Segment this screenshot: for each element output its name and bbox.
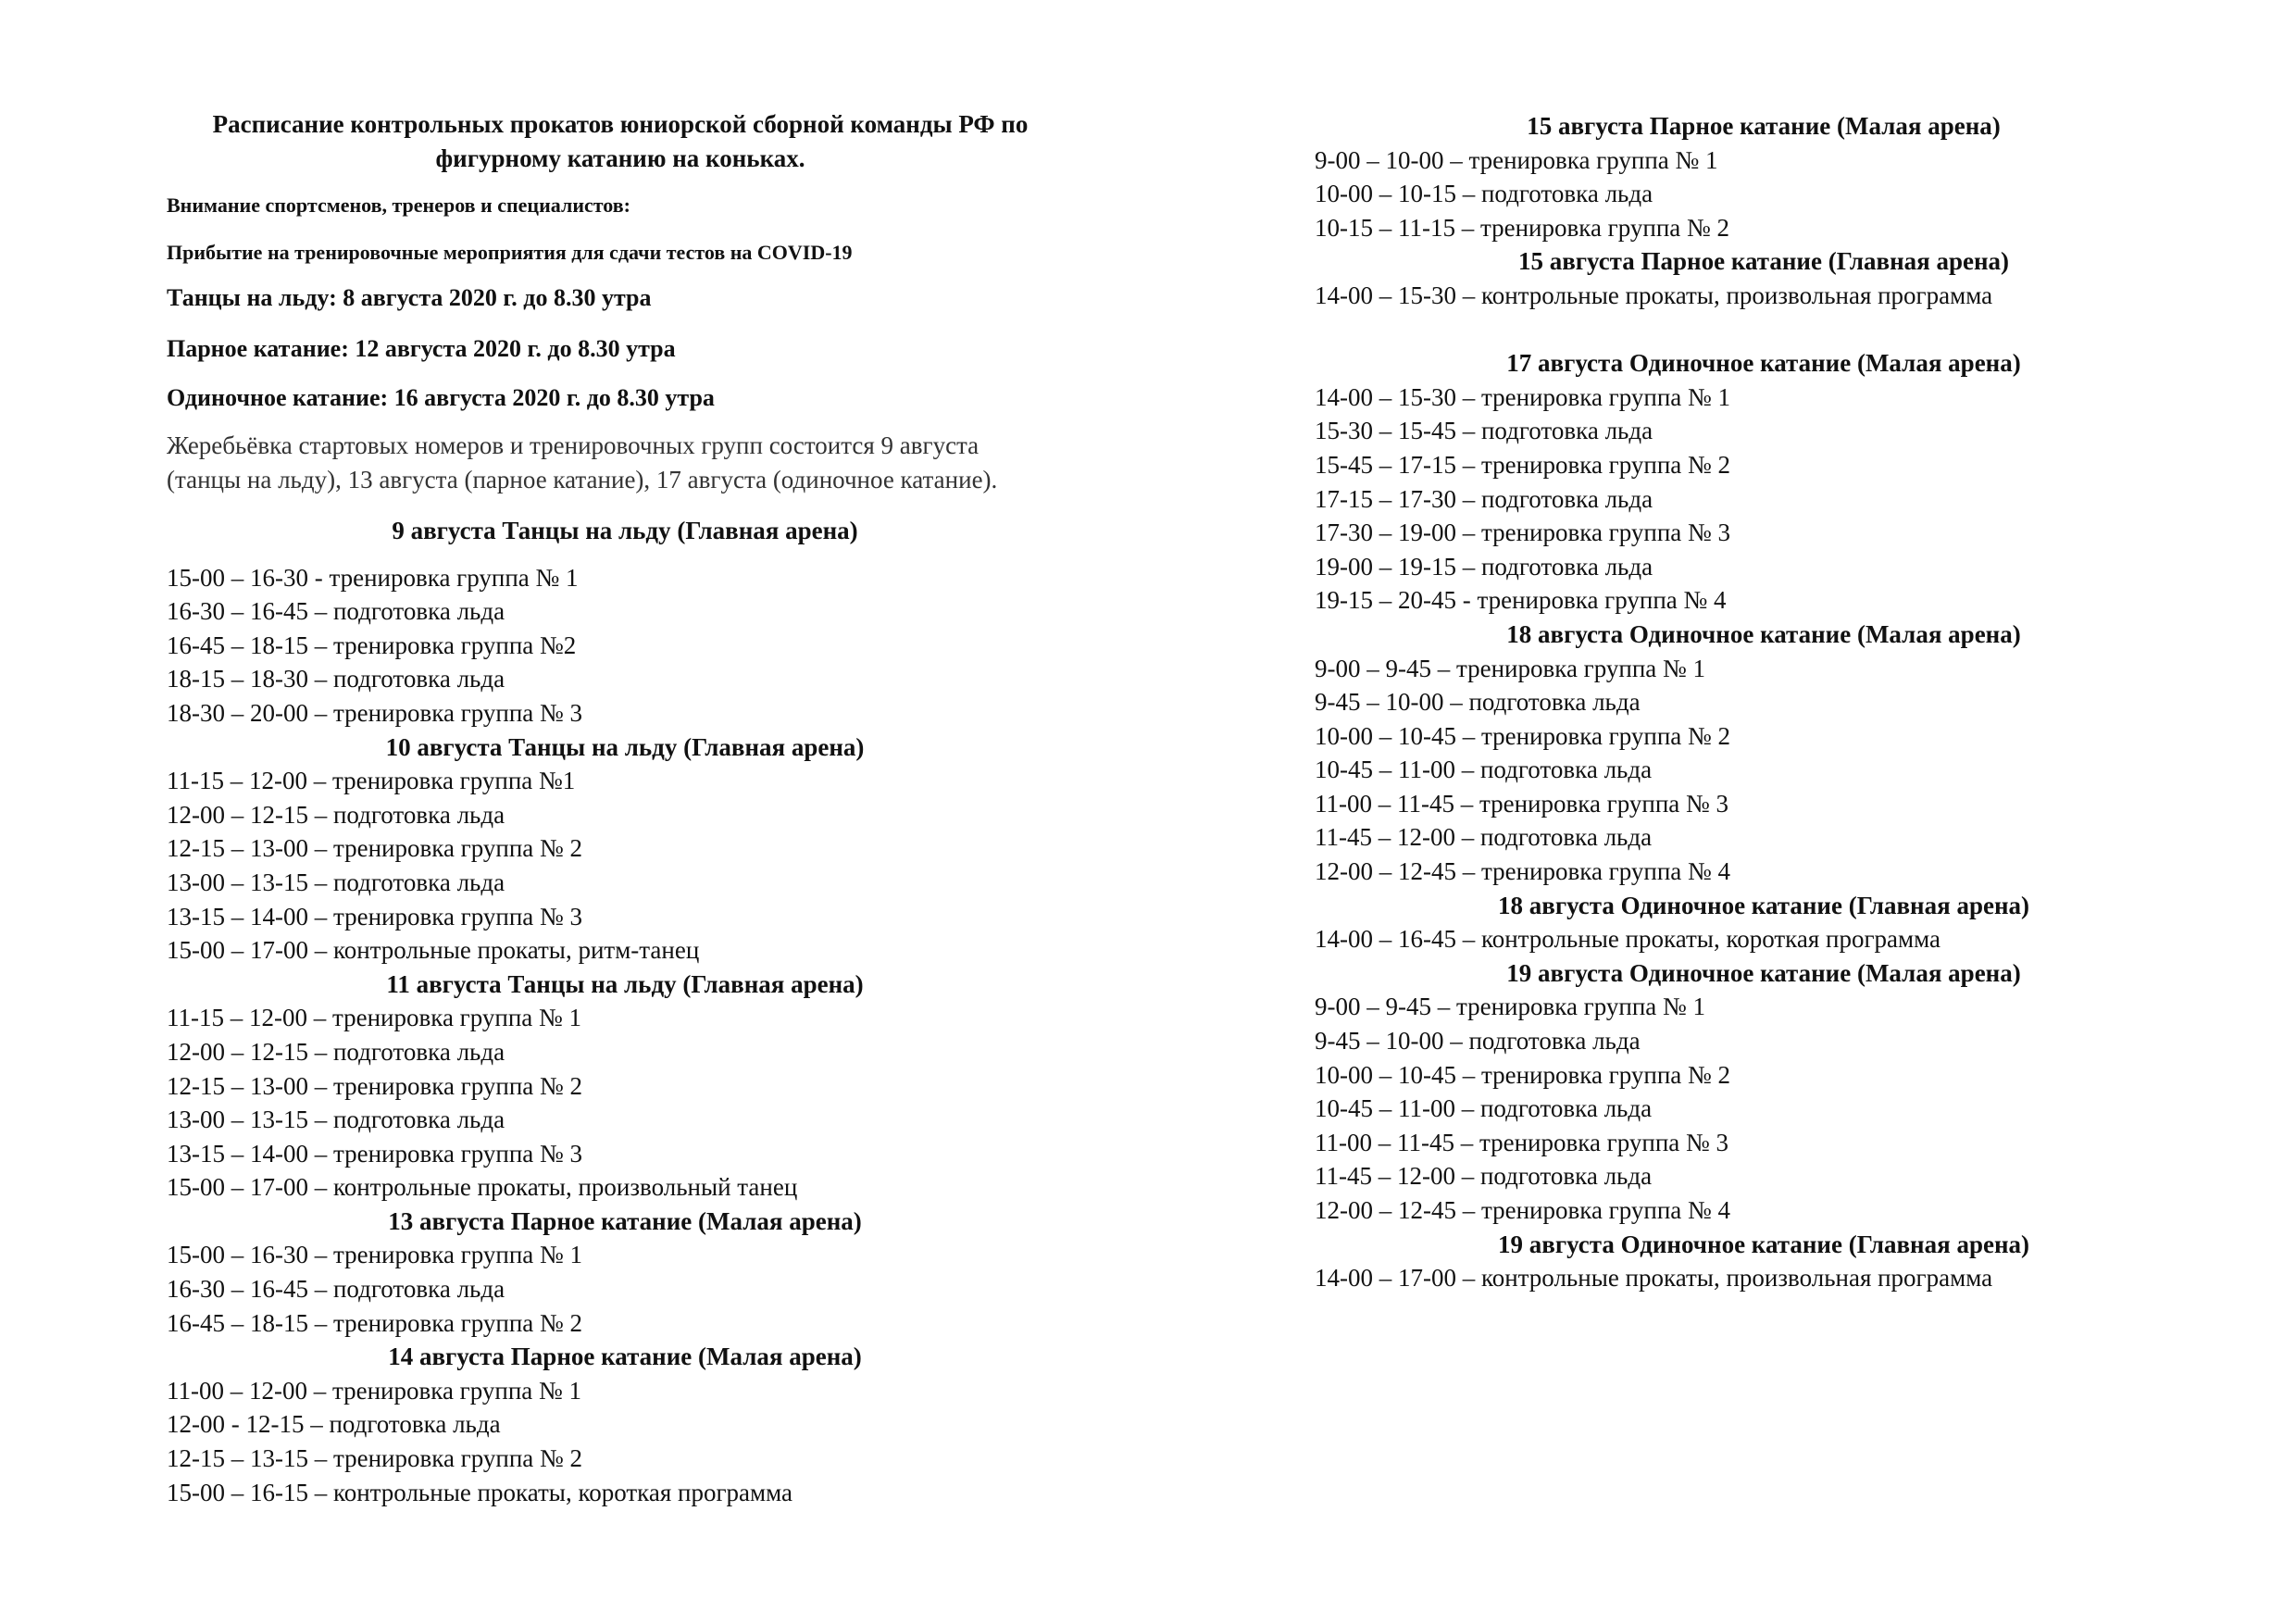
schedule-row: 18-30 – 20-00 – тренировка группа № 3	[167, 698, 583, 727]
schedule-row: 16-45 – 18-15 – тренировка группа № 2	[167, 1308, 583, 1337]
schedule-row: 13-15 – 14-00 – тренировка группа № 3	[167, 1139, 583, 1168]
schedule-row: 15-00 – 16-30 - тренировка группа № 1	[167, 563, 579, 592]
section-heading: 15 августа Парное катание (Главная арена)	[1517, 247, 2010, 276]
schedule-row: 17-30 – 19-00 – тренировка группа № 3	[1315, 518, 1731, 547]
schedule-row: 11-00 – 11-45 – тренировка группа № 3	[1315, 1128, 1729, 1156]
schedule-row: 9-00 – 9-45 – тренировка группа № 1	[1315, 993, 1706, 1021]
document-title	[167, 107, 1074, 176]
section-heading: 11 августа Танцы на льду (Главная арена)	[386, 969, 864, 998]
title-line-1: Расписание контрольных прокатов юниорской сборной команды РФ по	[212, 110, 1029, 138]
schedule-row: 11-45 – 12-00 – подготовка льда	[1315, 1162, 1653, 1191]
schedule-row: 9-45 – 10-00 – подготовка льда	[1315, 688, 1641, 717]
section-heading: 15 августа Парное катание (Малая арена)	[1527, 112, 2001, 140]
schedule-row: 11-00 – 11-45 – тренировка группа № 3	[1315, 789, 1729, 818]
schedule-row: 10-00 – 10-15 – подготовка льда	[1315, 180, 1653, 208]
schedule-row: 13-15 – 14-00 – тренировка группа № 3	[167, 902, 583, 931]
schedule-section	[1315, 244, 2213, 346]
draw-paragraph	[167, 429, 1092, 497]
schedule-row: 9-45 – 10-00 – подготовка льда	[1315, 1027, 1641, 1056]
schedule-right-column	[1315, 109, 2213, 1295]
schedule-row: 12-00 – 12-15 – подготовка льда	[167, 1037, 505, 1066]
schedule-row: 16-30 – 16-45 – подготовка льда	[167, 597, 505, 626]
schedule-row: 14-00 – 15-30 – тренировка группа № 1	[1315, 382, 1731, 411]
schedule-row: 17-15 – 17-30 – подготовка льда	[1315, 484, 1653, 513]
schedule-row: 14-00 – 15-30 – контрольные прокаты, произвольная программа	[1315, 281, 1993, 309]
arrival-intro: Прибытие на тренировочные мероприятия для сдачи тестов на COVID-19	[167, 241, 853, 264]
schedule-row: 16-30 – 16-45 – подготовка льда	[167, 1275, 505, 1304]
attention-notice: Внимание спортсменов, тренеров и специалистов:	[167, 194, 630, 217]
arrival-pairs: Парное катание: 12 августа 2020 г. до 8.30 утра	[167, 335, 676, 362]
schedule-row: 10-45 – 11-00 – подготовка льда	[1315, 756, 1653, 784]
schedule-section	[167, 731, 1083, 968]
section-heading: 13 августа Парное катание (Малая арена)	[388, 1206, 862, 1235]
schedule-row: 15-00 – 16-15 – контрольные прокаты, короткая программа	[167, 1478, 792, 1506]
draw-line-2: (танцы на льду), 13 августа (парное катание), 17 августа (одиночное катание).	[167, 466, 998, 493]
section-heading: 18 августа Одиночное катание (Главная арена)	[1497, 891, 2030, 919]
schedule-row: 15-45 – 17-15 – тренировка группа № 2	[1315, 450, 1731, 479]
schedule-row: 12-00 – 12-15 – подготовка льда	[167, 800, 505, 829]
schedule-row: 10-00 – 10-45 – тренировка группа № 2	[1315, 1060, 1731, 1089]
schedule-row: 12-00 – 12-45 – тренировка группа № 4	[1315, 857, 1731, 886]
schedule-section	[1315, 889, 2213, 956]
schedule-row: 15-00 – 17-00 – контрольные прокаты, ритм-танец	[167, 936, 700, 965]
schedule-section	[1315, 346, 2213, 618]
schedule-row: 12-15 – 13-00 – тренировка группа № 2	[167, 1071, 583, 1100]
schedule-row: 13-00 – 13-15 – подготовка льда	[167, 868, 505, 896]
schedule-row: 9-00 – 9-45 – тренировка группа № 1	[1315, 654, 1706, 682]
schedule-row: 10-00 – 10-45 – тренировка группа № 2	[1315, 721, 1731, 750]
schedule-row: 10-15 – 11-15 – тренировка группа № 2	[1315, 213, 1730, 242]
schedule-section	[167, 1205, 1083, 1340]
schedule-row: 12-15 – 13-00 – тренировка группа № 2	[167, 834, 583, 863]
section-heading: 19 августа Одиночное катание (Главная арена)	[1497, 1230, 2030, 1258]
schedule-row: 11-00 – 12-00 – тренировка группа № 1	[167, 1376, 582, 1405]
schedule-row: 15-00 – 16-30 – тренировка группа № 1	[167, 1241, 583, 1269]
schedule-section	[167, 1340, 1083, 1509]
schedule-section	[1315, 956, 2213, 1228]
schedule-section	[1315, 618, 2213, 889]
section-heading: 19 августа Одиночное катание (Малая арена)	[1506, 958, 2021, 987]
section-heading: 10 августа Танцы на льду (Главная арена)	[385, 732, 865, 761]
schedule-row: 10-45 – 11-00 – подготовка льда	[1315, 1094, 1653, 1123]
schedule-left-column	[167, 514, 1083, 1509]
arrival-ice-dance: Танцы на льду: 8 августа 2020 г. до 8.30 утра	[167, 284, 652, 311]
section-heading: 17 августа Одиночное катание (Малая арена)	[1506, 349, 2021, 378]
section-heading: 14 августа Парное катание (Малая арена)	[388, 1343, 862, 1371]
spacer	[167, 548, 1083, 561]
schedule-row: 11-15 – 12-00 – тренировка группа №1	[167, 767, 576, 795]
schedule-section	[167, 968, 1083, 1205]
schedule-row: 12-15 – 13-15 – тренировка группа № 2	[167, 1444, 583, 1473]
schedule-row: 15-00 – 17-00 – контрольные прокаты, произвольный танец	[167, 1173, 798, 1202]
schedule-row: 19-00 – 19-15 – подготовка льда	[1315, 552, 1653, 581]
schedule-row: 15-30 – 15-45 – подготовка льда	[1315, 417, 1653, 445]
schedule-row: 18-15 – 18-30 – подготовка льда	[167, 665, 505, 693]
schedule-row: 11-45 – 12-00 – подготовка льда	[1315, 823, 1653, 852]
schedule-row: 19-15 – 20-45 - тренировка группа № 4	[1315, 586, 1727, 615]
schedule-section	[1315, 1228, 2213, 1295]
section-heading: 9 августа Танцы на льду (Главная арена)	[392, 517, 858, 544]
section-heading: 18 августа Одиночное катание (Малая арена)	[1506, 619, 2021, 648]
schedule-row: 12-00 - 12-15 – подготовка льда	[167, 1410, 501, 1439]
blank-line	[1315, 313, 2213, 347]
schedule-row: 16-45 – 18-15 – тренировка группа №2	[167, 631, 577, 659]
schedule-row: 9-00 – 10-00 – тренировка группа № 1	[1315, 145, 1718, 174]
schedule-section	[1315, 109, 2213, 244]
draw-line-1: Жеребьёвка стартовых номеров и тренировочных групп состоится 9 августа	[167, 431, 980, 459]
schedule-section	[167, 514, 1083, 731]
schedule-row: 11-15 – 12-00 – тренировка группа № 1	[167, 1004, 582, 1032]
title-line-2: фигурному катанию на коньках.	[435, 144, 805, 172]
schedule-row: 14-00 – 17-00 – контрольные прокаты, произвольная программа	[1315, 1264, 1993, 1293]
arrival-singles: Одиночное катание: 16 августа 2020 г. до 8.30 утра	[167, 384, 715, 411]
schedule-row: 13-00 – 13-15 – подготовка льда	[167, 1106, 505, 1134]
schedule-row: 14-00 – 16-45 – контрольные прокаты, короткая программа	[1315, 925, 1940, 954]
schedule-row: 12-00 – 12-45 – тренировка группа № 4	[1315, 1196, 1731, 1224]
